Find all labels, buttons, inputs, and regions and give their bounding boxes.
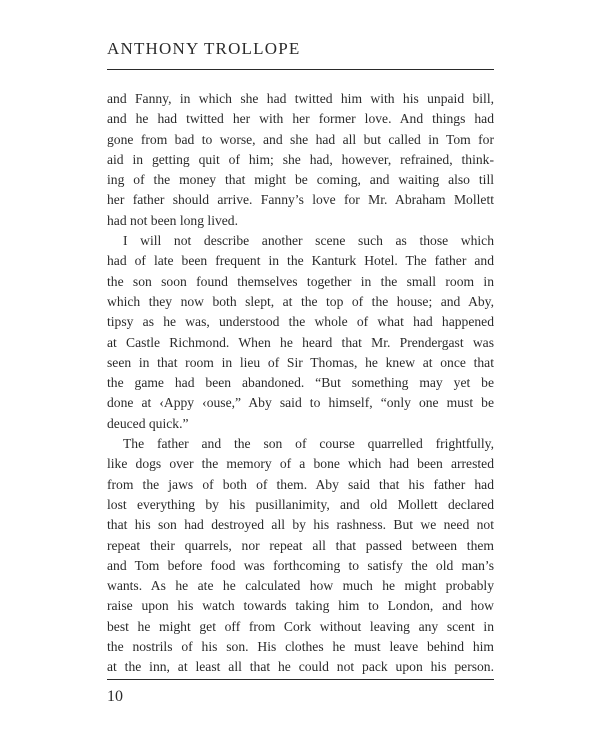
running-head: ANTHONY TROLLOPE: [107, 39, 301, 58]
text-line: that his son had destroyed all by his rashness. But we need not: [107, 517, 494, 533]
text-line: done at ‹Appy ‹ouse,” Aby said to himself, “only one must be: [107, 395, 494, 411]
text-line: at the inn, at least all that he could not pack upon his person.: [107, 659, 494, 675]
text-line: like dogs over the memory of a bone which had been arrested: [107, 456, 494, 472]
text-line: the son soon found themselves together in the small room in: [107, 273, 494, 289]
text-line: best he might get off from Cork without leaving any scent in: [107, 618, 494, 634]
text-line: her father should arrive. Fanny’s love for Mr. Abraham Mollett: [107, 192, 494, 208]
text-line: lost everything by his pusillanimity, and old Mollett declared: [107, 496, 494, 512]
text-line: ing of the money that might be coming, and waiting also till: [107, 172, 494, 188]
text-line: and Fanny, in which she had twitted him with his unpaid bill,: [107, 91, 494, 106]
text-line: at Castle Richmond. When he heard that Mr. Prendergast was: [107, 334, 494, 350]
text-line: which they now both slept, at the top of the house; and Aby,: [107, 293, 494, 309]
text-line: The father and the son of course quarrelled frightfully,: [123, 436, 494, 452]
header-rule: [107, 69, 494, 70]
text-line: repeat their quarrels, nor repeat all that passed between them: [107, 537, 494, 553]
text-line: and Tom before food was forthcoming to satisfy the old man’s: [107, 557, 494, 573]
text-line: and he had twitted her with her former love. And things had: [107, 111, 494, 127]
footer-rule: [107, 679, 494, 680]
text-line: deuced quick.”: [107, 415, 189, 431]
text-line: raise upon his watch towards taking him to London, and how: [107, 598, 494, 614]
text-line: had of late been frequent in the Kanturk Hotel. The father and: [107, 253, 494, 269]
body-text: [107, 89, 494, 678]
text-line: the nostrils of his son. His clothes he must leave behind him: [107, 639, 494, 655]
text-line: I will not describe another scene such as those which: [123, 233, 494, 249]
text-line: aid in getting quit of him; she had, however, refrained, think-: [107, 151, 494, 167]
text-line: from the jaws of both of them. Aby said that his father had: [107, 476, 494, 492]
page-number: 10: [107, 688, 123, 705]
text-line: tipsy as he was, understood the whole of what had happened: [107, 314, 494, 330]
text-line: gone from bad to worse, and she had all but called in Tom for: [107, 131, 494, 147]
text-line: the game had been abandoned. “But something may yet be: [107, 375, 494, 391]
text-line: had not been long lived.: [107, 212, 238, 228]
text-line: seen in that room in lieu of Sir Thomas, he knew at once that: [107, 354, 494, 370]
text-line: wants. As he ate he calculated how much he might probably: [107, 578, 494, 594]
